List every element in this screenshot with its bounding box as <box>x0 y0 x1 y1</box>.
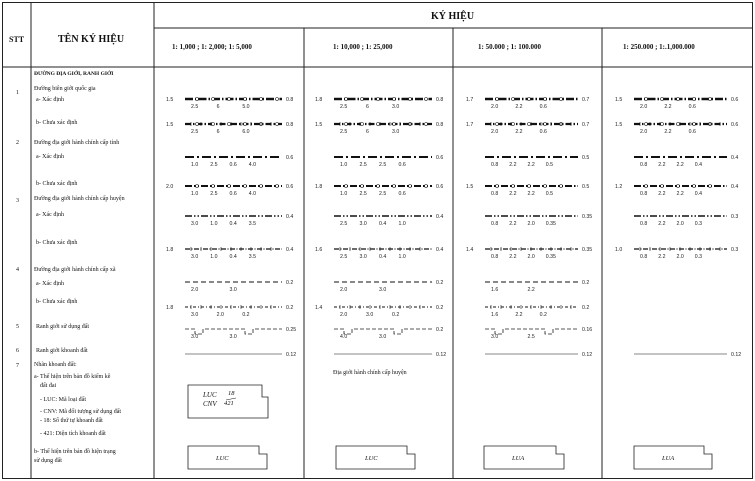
c2-r2b-dim-1: 2.5 <box>359 191 367 197</box>
c4-r1a-dim-2: 0.6 <box>688 104 696 110</box>
c2-r6-right-dim: 0.12 <box>436 352 447 358</box>
row-3a-label: a- Xác định <box>36 212 64 218</box>
c1-r1a-left-dim: 1.5 <box>166 97 174 103</box>
section-title: ĐƯỜNG ĐỊA GIỚI, RANH GIỚI <box>34 71 114 77</box>
row-7-stt: 7 <box>16 363 19 369</box>
c4-r6-right-dim: 0.12 <box>731 352 742 358</box>
row-1-stt: 1 <box>16 90 19 96</box>
c1-r2b-dim-0: 1.0 <box>191 191 199 197</box>
c1-r2a-dim-3: 4.0 <box>248 162 256 168</box>
c1-r3a-right-dim: 0.4 <box>286 214 294 220</box>
c4-r1b-dim-1: 2.2 <box>664 129 672 135</box>
c3-r2b-dim-3: 0.5 <box>545 191 553 197</box>
c2-r4b-dim-1: 3.0 <box>366 312 374 318</box>
c4-r1b-dim-0: 2.0 <box>640 129 648 135</box>
c3-r1b-dim-0: 2.0 <box>491 129 499 135</box>
c4-r2a-dim-3: 0.4 <box>694 162 702 168</box>
c1-r5-right-dim: 0.25 <box>286 327 297 333</box>
c2-r1b-right-dim: 0.8 <box>436 122 444 128</box>
c1-r3a-dim-3: 3.5 <box>248 221 256 227</box>
row-1b-label: b- Chưa xác định <box>36 120 78 126</box>
c4-r3b-right-dim: 0.3 <box>731 247 739 253</box>
c1-r4b-right-dim: 0.2 <box>286 305 294 311</box>
c1-r3a-dim-0: 3.0 <box>191 221 199 227</box>
c1-r3b-right-dim: 0.4 <box>286 247 294 253</box>
c1-r4a-right-dim: 0.2 <box>286 280 294 286</box>
c2-r4b-dim-2: 0.2 <box>392 312 400 318</box>
c3-r1a-dim-1: 2.2 <box>515 104 523 110</box>
c3-r4b-dim-0: 1.6 <box>491 312 499 318</box>
c1-r1b-dim-1: 6 <box>216 129 220 135</box>
c1-r1a-dim-0: 2.5 <box>191 104 199 110</box>
c3-r4b-dim-1: 2.2 <box>515 312 523 318</box>
c3-r2b-dim-2: 2.2 <box>527 191 535 197</box>
scale-header-3: 1: 50.000 ; 1: 100.000 <box>478 43 541 51</box>
c1-r4b-dim-0: 3.0 <box>191 312 199 318</box>
c4-r1a-dim-0: 2.0 <box>640 104 648 110</box>
row-3b-label: b- Chưa xác định <box>36 240 78 246</box>
c4-r3b-left-dim: 1.0 <box>615 247 623 253</box>
c2-r3a-dim-3: 1.0 <box>398 221 406 227</box>
c4-r1b-right-dim: 0.6 <box>731 122 739 128</box>
c2-r1a-right-dim: 0.8 <box>436 97 444 103</box>
c3-r3a-right-dim: 0.35 <box>582 214 593 220</box>
c4-r1b-dim-2: 0.6 <box>688 129 696 135</box>
kiemke-cnv: CNV <box>203 400 217 408</box>
c2-r2a-dim-2: 2.5 <box>379 162 387 168</box>
c1-r2a-right-dim: 0.6 <box>286 155 294 161</box>
row-2-name: Đường địa giới hành chính cấp tỉnh <box>34 140 120 146</box>
c4-r2a-dim-2: 2.2 <box>676 162 684 168</box>
c2-r3a-dim-0: 2.5 <box>340 221 348 227</box>
row-6-stt: 6 <box>16 348 19 354</box>
c4-r3a-dim-3: 0.3 <box>694 221 702 227</box>
c1-r5-dim-0: 3.0 <box>191 334 199 340</box>
c2-r4b-right-dim: 0.2 <box>436 305 444 311</box>
c1-r4a-dim-1: 3.0 <box>229 287 237 293</box>
hientrang-label-c2: LUC <box>365 455 378 462</box>
scale-header-4: 1: 250.000 ; 1:.1,000.000 <box>623 43 695 51</box>
kiemke-18: 18 <box>228 390 235 397</box>
c3-r1a-dim-2: 0.6 <box>539 104 547 110</box>
legend-421: - 421: Diện tích khoanh đất <box>40 431 106 437</box>
c4-r2b-right-dim: 0.4 <box>731 184 739 190</box>
c4-r2b-dim-2: 2.2 <box>676 191 684 197</box>
c2-r3b-dim-2: 0.4 <box>379 254 387 260</box>
c3-r1b-right-dim: 0.7 <box>582 122 590 128</box>
c3-r2a-dim-0: 0.8 <box>491 162 499 168</box>
c4-r3b-dim-2: 2.0 <box>676 254 684 260</box>
row-1-name: Đường biên giới quốc gia <box>34 86 96 92</box>
c3-r2b-left-dim: 1.5 <box>466 184 474 190</box>
c1-r3b-dim-1: 1.0 <box>210 254 218 260</box>
legend-cnv: - CNV: Mã đối tượng sử dụng đất <box>40 409 122 415</box>
c1-r1a-dim-2: 5.0 <box>242 104 250 110</box>
c4-r3a-right-dim: 0.3 <box>731 214 739 220</box>
c2-r4a-dim-1: 3.0 <box>379 287 387 293</box>
scale-header-2: 1: 10,000 ; 1: 25,000 <box>333 43 393 51</box>
c3-r4a-right-dim: 0.2 <box>582 280 590 286</box>
c1-r2a-dim-2: 0.6 <box>229 162 237 168</box>
c1-r2b-left-dim: 2.0 <box>166 184 174 190</box>
c3-r2b-dim-0: 0.8 <box>491 191 499 197</box>
row-6-name: Ranh giới khoanh đất <box>36 348 88 354</box>
c2-r3b-dim-1: 3.0 <box>359 254 367 260</box>
c3-r2b-dim-1: 2.2 <box>509 191 517 197</box>
c3-r1b-dim-1: 2.2 <box>515 129 523 135</box>
row-7a-line1: a- Thể hiện trên bản đồ kiểm kê <box>34 374 111 380</box>
c2-r2a-dim-1: 2.5 <box>359 162 367 168</box>
c2-r2b-dim-2: 2.5 <box>379 191 387 197</box>
hientrang-label-c3: LUA <box>512 455 525 462</box>
c3-r3a-dim-2: 2.0 <box>527 221 535 227</box>
c3-r2a-dim-1: 2.2 <box>509 162 517 168</box>
c4-r2b-dim-0: 0.8 <box>640 191 648 197</box>
row-7a-line2: đất đai <box>40 383 57 389</box>
row-4a-label: a- Xác định <box>36 281 64 287</box>
scale-header-1: 1: 1,000 ; 1: 2,000; 1: 5,000 <box>172 43 252 51</box>
c1-r4b-left-dim: 1.8 <box>166 305 174 311</box>
row-7b-line2: sử dụng đất <box>34 458 62 464</box>
c2-r2a-right-dim: 0.6 <box>436 155 444 161</box>
c3-r6-right-dim: 0.12 <box>582 352 593 358</box>
row-4-name: Đường địa giới hành chính cấp xã <box>34 267 116 273</box>
c1-r2b-dim-2: 0.6 <box>229 191 237 197</box>
c1-r2a-dim-1: 2.5 <box>210 162 218 168</box>
c2-r2b-right-dim: 0.6 <box>436 184 444 190</box>
row-7b-line1: b- Thể hiện trên bản đồ hiện trạng <box>34 449 116 455</box>
c4-r3b-dim-3: 0.3 <box>694 254 702 260</box>
legend-18: - 18: Số thứ tự khoanh đất <box>40 418 103 424</box>
c4-r1a-dim-1: 2.2 <box>664 104 672 110</box>
c3-r3b-dim-1: 2.2 <box>509 254 517 260</box>
c2-r2a-dim-0: 1.0 <box>340 162 348 168</box>
c1-r5-dim-1: 3.0 <box>229 334 237 340</box>
c3-r2a-dim-2: 2.2 <box>527 162 535 168</box>
c2-r2a-dim-3: 0.6 <box>398 162 406 168</box>
c4-r3a-dim-1: 2.2 <box>658 221 666 227</box>
hientrang-label-c4: LUA <box>662 455 675 462</box>
row-5-stt: 5 <box>16 324 19 330</box>
c4-r1b-left-dim: 1.5 <box>615 122 623 128</box>
c4-r3b-dim-1: 2.2 <box>658 254 666 260</box>
row-2a-label: a- Xác định <box>36 154 64 160</box>
c2-r1a-dim-2: 3.0 <box>392 104 400 110</box>
c3-r3a-dim-3: 0.35 <box>545 221 556 227</box>
c3-r5-dim-1: 2.5 <box>527 334 535 340</box>
c3-r4a-dim-0: 1.6 <box>491 287 499 293</box>
c2-r3a-dim-2: 0.4 <box>379 221 387 227</box>
c4-r2a-right-dim: 0.4 <box>731 155 739 161</box>
c1-r3b-left-dim: 1.8 <box>166 247 174 253</box>
c2-r5-dim-1: 3.0 <box>379 334 387 340</box>
c3-r1a-right-dim: 0.7 <box>582 97 590 103</box>
c2-r5-dim-0: 4.0 <box>340 334 348 340</box>
c2-r1a-dim-1: 6 <box>366 104 369 110</box>
c3-r3b-dim-2: 2.0 <box>527 254 535 260</box>
c2-r3b-dim-0: 2.5 <box>340 254 348 260</box>
c3-r2a-right-dim: 0.5 <box>582 155 590 161</box>
c2-r5-right-dim: 0.2 <box>436 327 444 333</box>
c4-r1a-left-dim: 1.5 <box>615 97 623 103</box>
kiemke-421: 421 <box>224 400 234 407</box>
c2-r4a-right-dim: 0.2 <box>436 280 444 286</box>
c2-r4a-dim-0: 2.0 <box>340 287 348 293</box>
c1-r4b-dim-1: 2.0 <box>216 312 224 318</box>
c3-r5-dim-0: 3.0 <box>491 334 499 340</box>
c3-r2a-dim-3: 0.5 <box>545 162 553 168</box>
c1-r1b-right-dim: 0.8 <box>286 122 294 128</box>
row-4b-label: b- Chưa xác định <box>36 299 78 305</box>
c2-r3b-right-dim: 0.4 <box>436 247 444 253</box>
c1-r4b-dim-2: 0.2 <box>242 312 250 318</box>
c3-r1b-left-dim: 1.7 <box>466 122 474 128</box>
c2-r1b-dim-0: 2.5 <box>340 129 348 135</box>
c3-r1b-dim-2: 0.6 <box>539 129 547 135</box>
row-3-name: Đường địa giới hành chính cấp huyện <box>34 196 125 202</box>
c1-r6-right-dim: 0.12 <box>286 352 297 358</box>
c4-r2a-dim-1: 2.2 <box>658 162 666 168</box>
c2-r4b-dim-0: 2.0 <box>340 312 348 318</box>
c3-r2b-right-dim: 0.5 <box>582 184 590 190</box>
district-boundary-note: Địa giới hành chính cấp huyện <box>333 370 407 376</box>
c2-r4b-left-dim: 1.4 <box>315 305 323 311</box>
c2-r2b-dim-0: 1.0 <box>340 191 348 197</box>
c1-r3b-dim-2: 0.4 <box>229 254 237 260</box>
c1-r1b-dim-2: 6.0 <box>242 129 250 135</box>
c3-r3b-dim-0: 0.8 <box>491 254 499 260</box>
c4-r2a-dim-0: 0.8 <box>640 162 648 168</box>
c4-r1a-right-dim: 0.6 <box>731 97 739 103</box>
hientrang-label-c1: LUC <box>216 455 229 462</box>
c3-r3a-dim-0: 0.8 <box>491 221 499 227</box>
c4-r3b-dim-0: 0.8 <box>640 254 648 260</box>
c3-r3b-right-dim: 0.35 <box>582 247 593 253</box>
c2-r3a-right-dim: 0.4 <box>436 214 444 220</box>
row-7-name: Nhãn khoanh đất: <box>34 362 77 368</box>
c1-r3b-dim-3: 3.5 <box>248 254 256 260</box>
c2-r2b-left-dim: 1.8 <box>315 184 323 190</box>
c2-r1b-left-dim: 1.5 <box>315 122 323 128</box>
name-header: TÊN KÝ HIỆU <box>58 34 125 45</box>
c2-r1b-dim-2: 3.0 <box>392 129 400 135</box>
c1-r1b-left-dim: 1.5 <box>166 122 174 128</box>
c1-r3b-dim-0: 3.0 <box>191 254 199 260</box>
row-2b-label: b- Chưa xác định <box>36 181 78 187</box>
c2-r1b-dim-1: 6 <box>366 129 369 135</box>
c3-r5-right-dim: 0.16 <box>582 327 593 333</box>
row-2-stt: 2 <box>16 140 19 146</box>
c3-r1a-left-dim: 1.7 <box>466 97 474 103</box>
c2-r1a-dim-0: 2.5 <box>340 104 348 110</box>
c2-r3b-dim-3: 1.0 <box>398 254 406 260</box>
c2-r2b-dim-3: 0.6 <box>398 191 406 197</box>
c3-r1a-dim-0: 2.0 <box>491 104 499 110</box>
c1-r2a-dim-0: 1.0 <box>191 162 199 168</box>
stt-header: STT <box>9 35 25 44</box>
c1-r1b-dim-0: 2.5 <box>191 129 199 135</box>
c2-r3a-dim-1: 3.0 <box>359 221 367 227</box>
c1-r4a-dim-0: 2.0 <box>191 287 199 293</box>
c4-r2b-left-dim: 1.2 <box>615 184 623 190</box>
c2-r1a-left-dim: 1.8 <box>315 97 323 103</box>
c1-r2b-right-dim: 0.6 <box>286 184 294 190</box>
row-1a-label: a- Xác định <box>36 97 64 103</box>
row-4-stt: 4 <box>16 267 19 273</box>
c3-r4a-dim-1: 2.2 <box>527 287 535 293</box>
c3-r3b-dim-3: 0.35 <box>545 254 556 260</box>
c4-r3a-dim-2: 2.0 <box>676 221 684 227</box>
c1-r1a-right-dim: 0.8 <box>286 97 294 103</box>
c4-r3a-dim-0: 0.8 <box>640 221 648 227</box>
c3-r4b-dim-2: 0.2 <box>539 312 547 318</box>
c1-r1a-dim-1: 6 <box>216 104 220 110</box>
c1-r2b-dim-3: 4.0 <box>248 191 256 197</box>
legend-luc: - LUC: Mã loại đất <box>40 397 86 403</box>
c1-r2b-dim-1: 2.5 <box>210 191 218 197</box>
c1-r3a-dim-1: 1.0 <box>210 221 218 227</box>
c2-r3b-left-dim: 1.6 <box>315 247 323 253</box>
symbol-header: KÝ HIỆU <box>431 11 475 22</box>
c4-r2b-dim-3: 0.4 <box>694 191 702 197</box>
kiemke-luc: LUC <box>203 391 217 399</box>
row-3-stt: 3 <box>16 198 19 204</box>
row-5-name: Ranh giới sử dụng đất <box>36 324 90 330</box>
c3-r4b-right-dim: 0.2 <box>582 305 590 311</box>
c3-r3b-left-dim: 1.4 <box>466 247 474 253</box>
c1-r3a-dim-2: 0.4 <box>229 221 237 227</box>
c3-r3a-dim-1: 2.2 <box>509 221 517 227</box>
c4-r2b-dim-1: 2.2 <box>658 191 666 197</box>
